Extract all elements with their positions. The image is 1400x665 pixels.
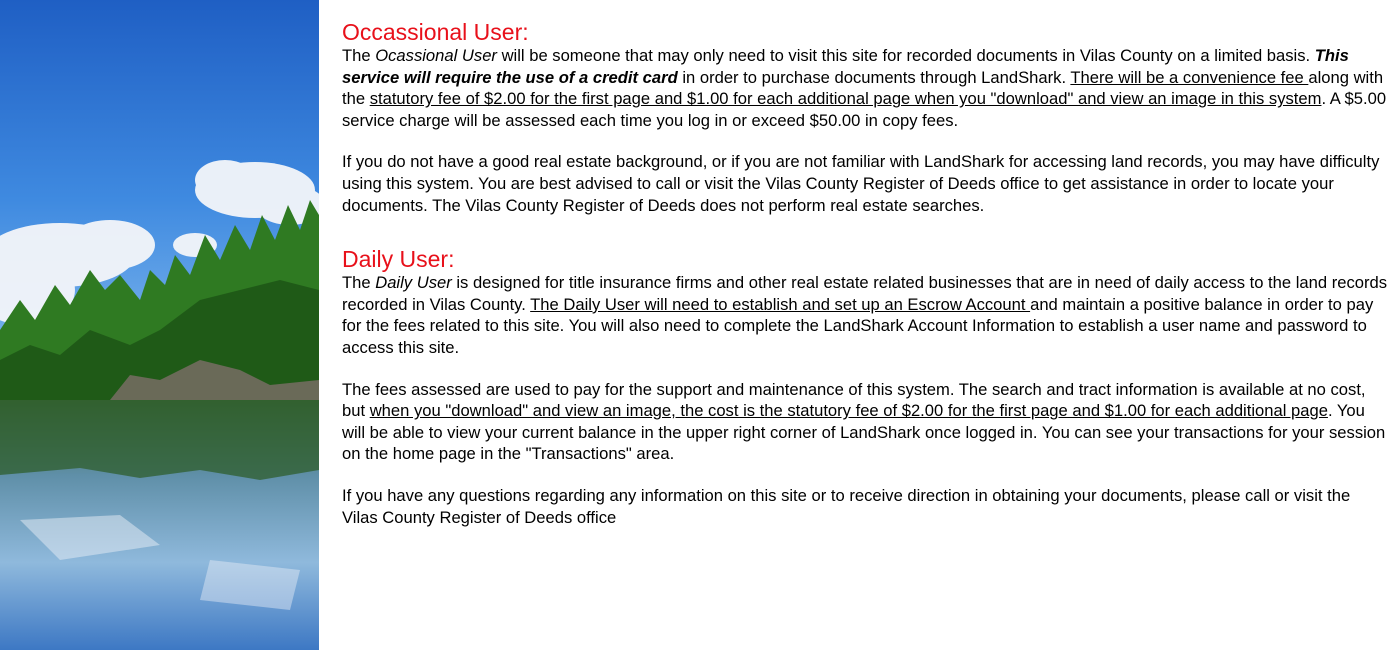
credit-card-notice: This service will require the use of a credit card — [342, 46, 1349, 87]
convenience-fee-note: There will be a convenience fee — [1070, 67, 1309, 87]
daily-user-paragraph-1: The Daily User is designed for title insurance firms and other real estate related businesses that are in need of daily access to the land records recorded in Vilas County. The Daily User will need to establish and set up an Escrow Account and maintain a positive balance in order to pay for the fees related to this site. You will also need to complete the LandShark Account Information to establish a user name and password to access this site. — [342, 273, 1388, 357]
daily-user-paragraph-3: If you have any questions regarding any information on this site or to receive direction in obtaining your documents, please call or visit the Vilas County Register of Deeds office — [342, 485, 1351, 527]
escrow-account-note: The Daily User will need to establish and set up an Escrow Account — [530, 294, 1031, 314]
statutory-fee-note: statutory fee of $2.00 for the first page and $1.00 for each additional page when you "download" and view an image in this system — [369, 89, 1322, 109]
occasional-user-paragraph-1: The Ocassional User will be someone that may only need to visit this site for recorded documents in Vilas County on a limited basis. This service will require the use of a credit card in order to purchase documents through LandShark. There will be a convenience fee along with the statutory fee of $2.00 for the first page and $1.00 for each additional page when you "download" and view an image in this system. A $5.00 service charge will be assessed each time you log in or exceed $50.00 in copy fees. — [342, 46, 1387, 130]
daily-user-paragraph-2: The fees assessed are used to pay for the support and maintenance of this system. The search and tract information is available at no cost, but when you "download" and view an image, the cost is the statutory fee of $2.00 for the first page and $1.00 for each additional page. You will be able to view your current balance in the upper right corner of LandShark once logged in. You can see your transactions for your session on the home page in the "Transactions" area. — [342, 379, 1386, 464]
occasional-user-heading: Occassional User: — [342, 19, 529, 45]
occasional-user-paragraph-2: If you do not have a good real estate background, or if you are not familiar with LandShark for accessing land records, you may have difficulty using this system. You are best advised to call or visit the Vilas County Register of Deeds office to get assistance in order to locate your documents. The Vilas County Register of Deeds does not perform real estate searches. — [342, 152, 1380, 215]
daily-user-heading: Daily User: — [342, 246, 455, 273]
main-content — [342, 19, 1390, 528]
lake-forest-image — [0, 0, 319, 650]
image-fee-note: when you "download" and view an image, the cost is the statutory fee of $2.00 for the first page and $1.00 for each additional page — [369, 401, 1328, 421]
